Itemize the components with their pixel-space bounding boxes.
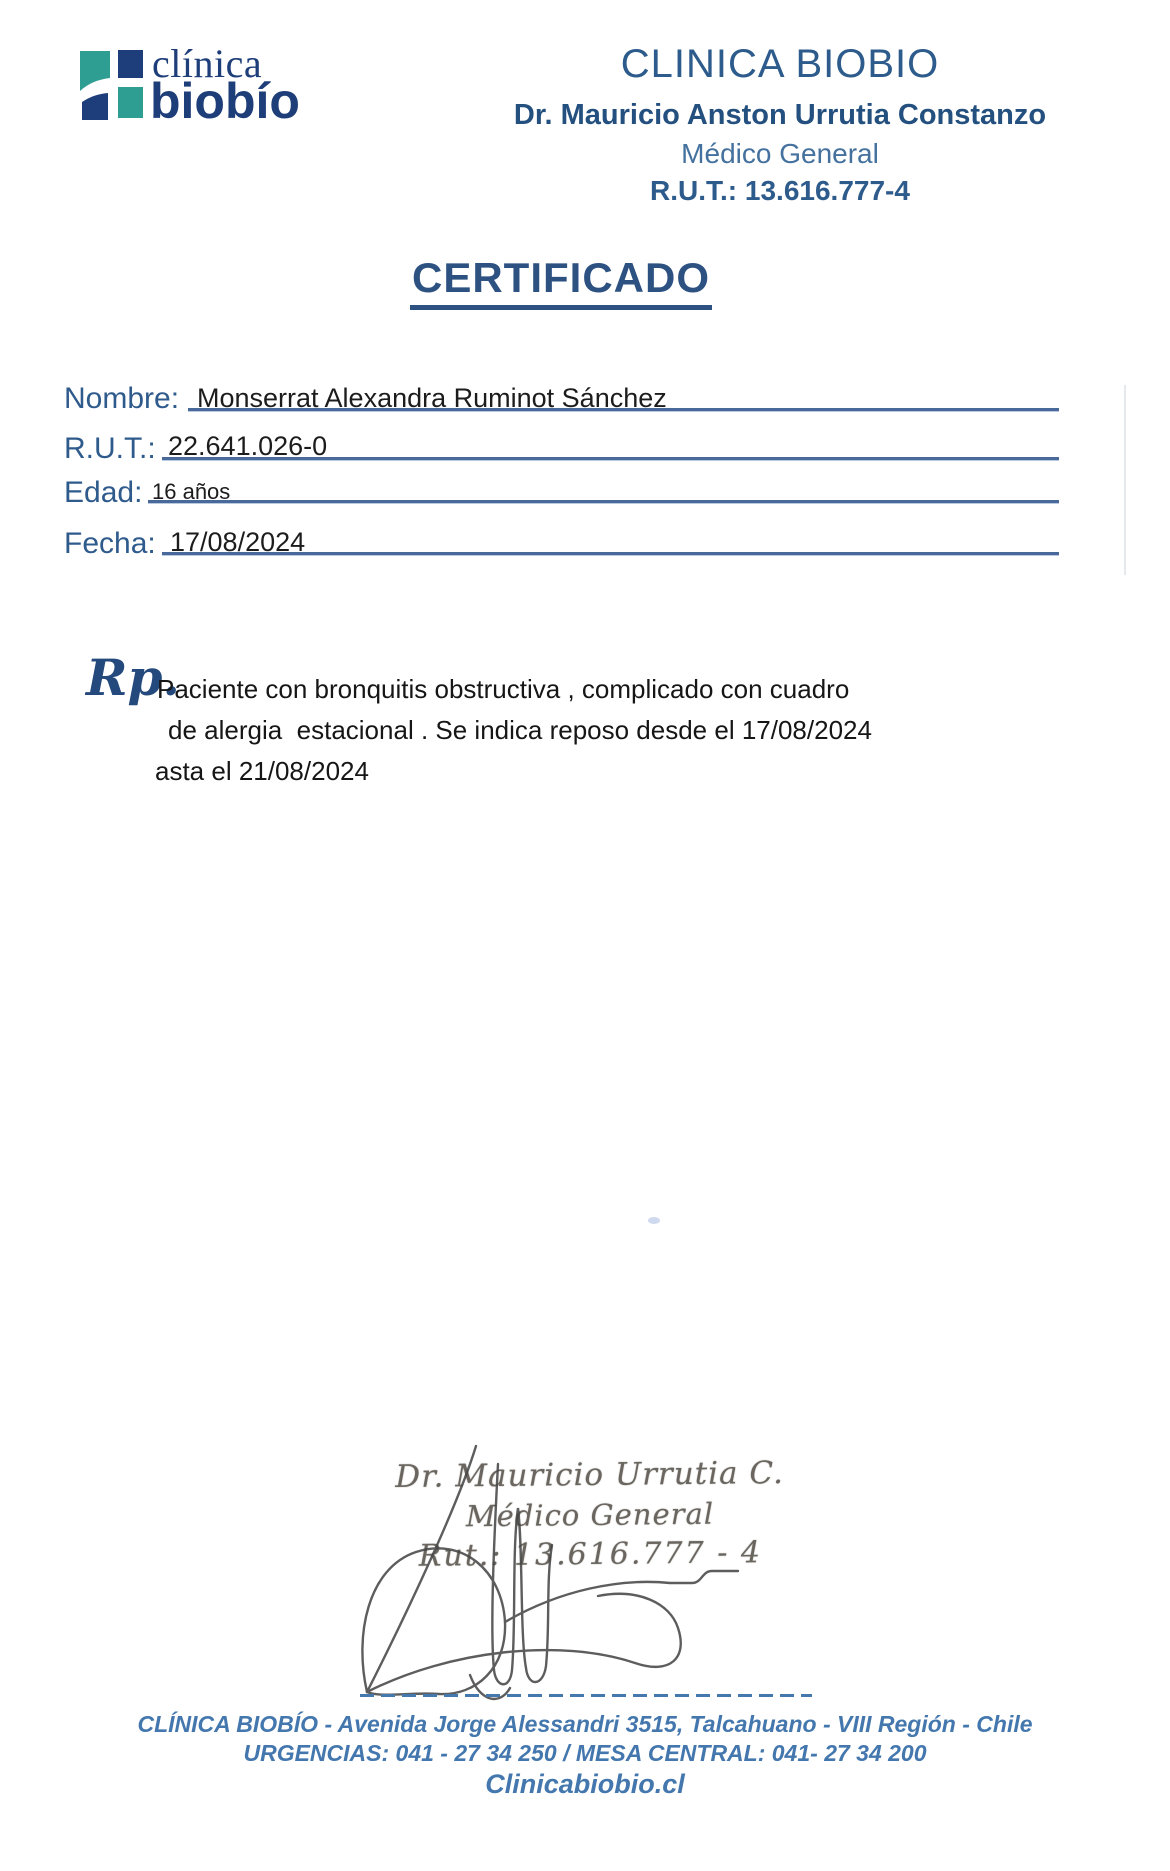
doctor-name: Dr. Mauricio Anston Urrutia Constanzo	[513, 99, 1047, 131]
doctor-rut: R.U.T.: 13.616.777-4	[650, 175, 910, 206]
clinica-biobio-logo-icon	[76, 44, 148, 124]
field-label-nombre: Nombre:	[64, 382, 180, 415]
field-label-rut: R.U.T.:	[64, 432, 156, 465]
footer-address: CLÍNICA BIOBÍO - Avenida Jorge Alessandri 3515, Talcahuano - VIII Región - Chile	[137, 1711, 1033, 1737]
field-value-edad: 16 años	[152, 479, 231, 504]
stamp-doctor-rut: Rut.: 13.616.777 - 4	[418, 1535, 763, 1574]
footer-phones: URGENCIAS: 041 - 27 34 250 / MESA CENTRAL: 041- 27 34 200	[243, 1740, 927, 1766]
field-value-rut: 22.641.026-0	[168, 431, 328, 461]
field-label-fecha: Fecha:	[64, 527, 156, 560]
logo-brand-top: clínica	[152, 41, 263, 86]
prescription-line-1: Paciente con bronquitis obstructiva , complicado con cuadro	[157, 674, 850, 704]
prescription-line-2: de alergia estacional . Se indica reposo desde el 17/08/2024	[168, 715, 872, 745]
letterhead	[460, 42, 1100, 207]
field-label-edad: Edad:	[64, 476, 143, 509]
signature	[340, 1430, 760, 1710]
document-title-row	[0, 254, 1122, 310]
field-underline-nombre	[188, 408, 1059, 411]
clinic-name: CLINICA BIOBIO	[620, 42, 940, 86]
field-underline-edad	[148, 500, 1059, 503]
footer-website: Clinicabiobio.cl	[485, 1769, 685, 1799]
field-underline-rut	[162, 457, 1059, 460]
field-underline-fecha	[162, 552, 1059, 555]
doctor-title: Médico General	[681, 138, 879, 169]
stamp-doctor-title: Médico General	[465, 1496, 715, 1534]
prescription-line-3: asta el 21/08/2024	[155, 756, 369, 786]
scan-artifact-dot	[648, 1217, 660, 1224]
footer	[0, 1710, 1170, 1801]
logo-brand-bottom: biobío	[150, 73, 300, 129]
rp-symbol: Rp.	[86, 648, 180, 707]
field-value-fecha: 17/08/2024	[170, 527, 306, 557]
stamp-doctor-name: Dr. Mauricio Urrutia C.	[395, 1454, 785, 1496]
field-value-nombre: Monserrat Alexandra Ruminot Sánchez	[197, 383, 667, 413]
document-title: CERTIFICADO	[410, 254, 712, 310]
signature-line	[360, 1694, 812, 1697]
scan-artifact-line	[1124, 385, 1126, 575]
